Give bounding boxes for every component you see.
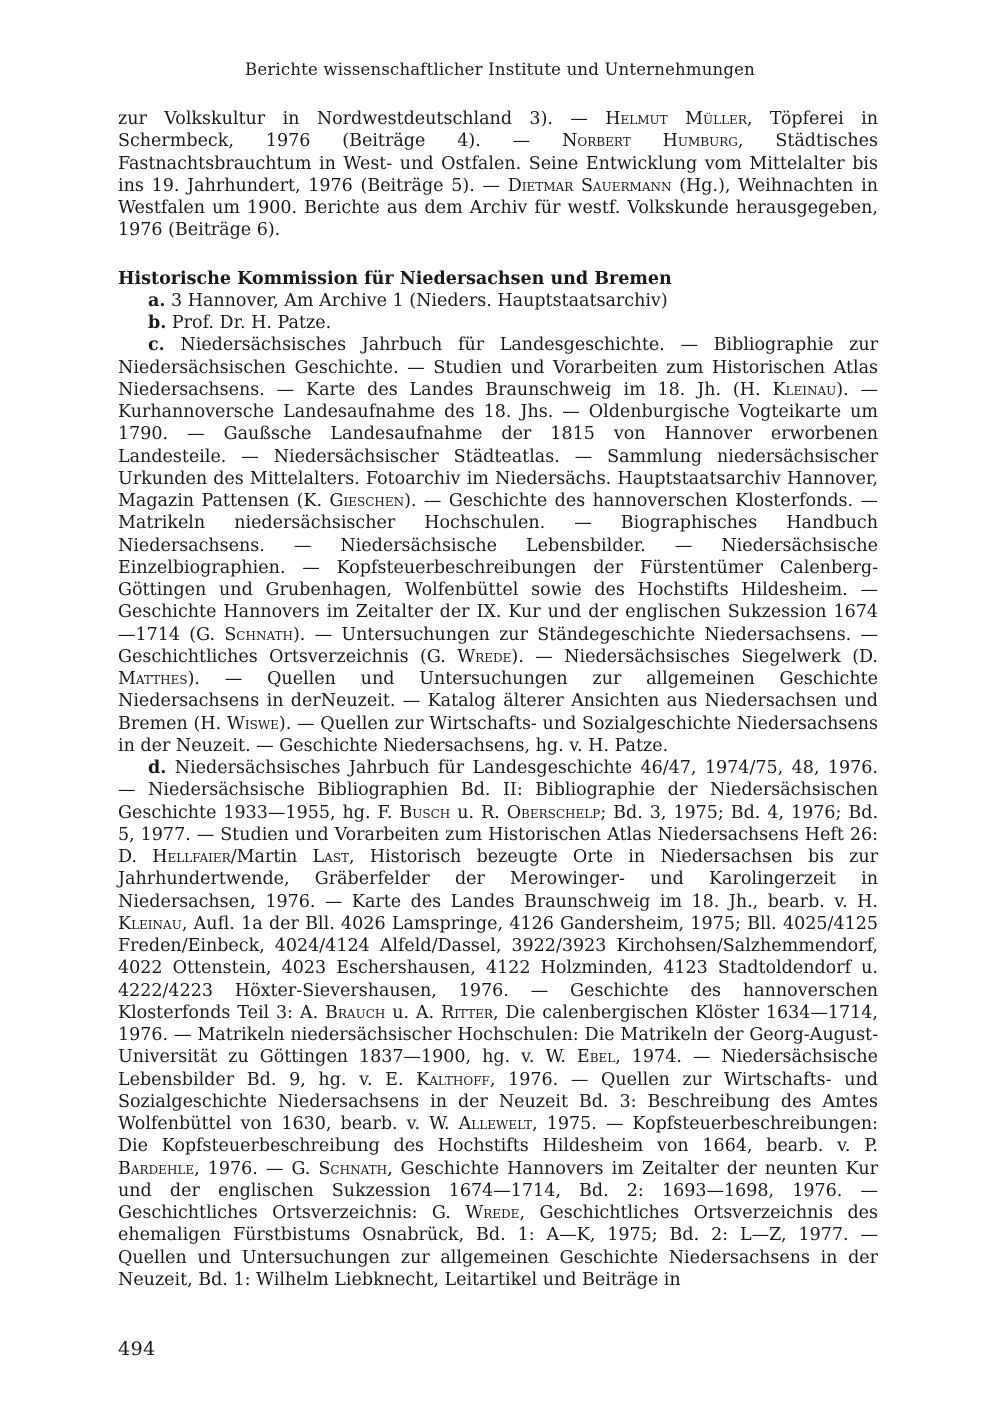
text-run: , Städtisches Fastnachtsbrauchtum in West- und Ostfalen. Seine Entwicklung vom Mittelalter bis ins 19. Jahrhundert, 1976 (Beiträge 5). —: [118, 131, 879, 196]
text-run: , 1975. — Kopfsteuerbeschreibungen: Die Kopfsteuerbeschreibung des Hochstifts Hildesheim von 1664, bearb. v. P.: [118, 1114, 879, 1157]
section-heading: Historische Kommission für Niedersachsen und Bremen: [118, 268, 672, 289]
text-run: zur Volkskultur in Nordwestdeutschland 3). —: [118, 109, 606, 129]
author-name: Wiswe: [226, 713, 279, 734]
author-name: Kleinau: [772, 379, 837, 400]
text-run: Prof. Dr. H. Patze.: [166, 313, 332, 333]
author-name: Dietmar Sauermann: [507, 175, 672, 196]
author-name: Wrede: [465, 1203, 520, 1223]
text-run: , Geschichte Hannovers im Zeitalter der neunten Kur und der englischen Sukzession 1674—1714, Bd. 2: 1693—1698, 1976. — Geschichtliches Ortsverzeichnis: G.: [118, 1158, 878, 1223]
text-run: ). — Quellen und Untersuchungen zur allgemeinen Geschichte Niedersachsens in derNeuzeit. — Katalog älterer Ansichten aus Niedersachsen und Bremen (H.: [118, 669, 878, 734]
text-run: , Töpferei in Schermbeck, 1976 (Beiträge 4). —: [118, 109, 878, 152]
author-name: Busch: [399, 802, 451, 823]
text-run: , Historisch bezeugte Orte in Niedersachsen bis zur Jahrhundertwende, Gräberfelder der Merowinger- und Karolingerzeit in Niedersachsen, 1976. — Karte des Landes Braunschweig im 18. Jh., bearb. v. H.: [118, 847, 878, 912]
text-run: , Aufl. 1a der Bll. 4026 Lamspringe, 4126 Gandersheim, 1975; Bll. 4025/4125 Freden/Einbeck, 4024/4124 Alfeld/Dassel, 3922/3923 Kirchohsen/Salzhemmendorf, 4022 Ottenstein, 4023 Eschershausen, 4122 Holzminden, 4123 Stadtoldendorf u. 4222/4223 Höxter-Sievershausen, 1976. — Geschichte des hannoverschen Klosterfonds Teil 3: A.: [118, 913, 878, 1023]
item-label: d.: [148, 758, 167, 778]
author-name: Schnath: [224, 624, 293, 645]
author-name: Allewelt: [458, 1114, 533, 1134]
author-name: Wrede: [457, 646, 512, 667]
text-run: ). — Untersuchungen zur Ständegeschichte Niedersachsens. — Geschichtliches Ortsverzeichnis (G.: [118, 624, 878, 667]
text-run: , Die calenbergischen Klöster 1634—1714, 1976. — Matrikeln niedersächsischer Hochschulen: Die Matrikeln der Georg-August-Universität zu Göttingen 1837—1900, hg. v. W.: [118, 1002, 878, 1068]
item-b-director: [118, 312, 878, 334]
text-run: ). — Kurhannoversche Landesaufnahme des 18. Jhs. — Oldenburgische Vogteikarte um 1790. — Gaußsche Landesaufnahme der 1815 von Hannover erworbenen Landesteile. — Niedersächsischer Städteatlas. — Sammlung niedersächsischer Urkunden des Mittelalters. Fotoarchiv im Niedersächs. Hauptstaatsarchiv Hannover, Magazin Pattensen (K.: [118, 379, 879, 511]
intro-paragraph: [118, 108, 878, 242]
text-run: 3 Hannover, Am Archive 1 (Nieders. Hauptstaatsarchiv): [165, 290, 668, 311]
author-name: Kleinau: [118, 913, 182, 934]
author-name: Norbert Humburg: [562, 131, 738, 152]
author-name: Hellfaier: [152, 847, 231, 867]
body-text: [118, 108, 878, 1291]
text-run: ). — Niedersächsisches Siegelwerk (D.: [511, 646, 878, 667]
item-label: b.: [148, 313, 167, 333]
author-name: Ebel: [576, 1047, 616, 1068]
author-name: Brauch: [325, 1002, 386, 1023]
text-run: , 1974. — Niedersächsische Lebensbilder Bd. 9, hg. v. E.: [118, 1047, 878, 1090]
page-number: 494: [118, 1338, 156, 1360]
text-run: (Hg.), Weihnachten in Westfalen um 1900. Berichte aus dem Archiv für westf. Volkskunde herausgegeben, 1976 (Beiträge 6).: [118, 175, 878, 241]
text-run: /Martin: [230, 847, 313, 867]
text-run: ; Bd. 3, 1975; Bd. 4, 1976; Bd. 5, 1977. — Studien und Vorarbeiten zum Historischen Atlas Niedersachsens Heft 26: D.: [118, 802, 879, 867]
text-run: , Geschichtliches Ortsverzeichnis des ehemaligen Fürstbistums Osnabrück, Bd. 1: A—K, 1975; Bd. 2: L—Z, 1977. — Quellen und Untersuchungen zur allgemeinen Geschichte Niedersachsens in der Neuzeit, Bd. 1: Wilhelm Liebknecht, Leitartikel und Beiträge in: [118, 1203, 878, 1290]
text-run: ). — Geschichte des hannoverschen Klosterfonds. — Matrikeln niedersächsischer Hochschulen. — Biographisches Handbuch Niedersachsens. — Niedersächsische Lebensbilder. — Niedersächsische Einzelbiographien. — Kopfsteuerbeschreibungen der Fürstentümer Calenberg-Göttingen und Grubenhagen, Wolfenbüttel sowie des Hochstifts Hildesheim. — Geschichte Hannovers im Zeitalter der IX. Kur und der englischen Sukzession 1674—1714 (G.: [118, 491, 878, 645]
text-run: u. R.: [450, 802, 507, 823]
author-name: Matthes: [118, 669, 188, 689]
author-name: Gieschen: [329, 491, 405, 511]
author-name: Schnath: [318, 1158, 388, 1179]
text-run: Niedersächsisches Jahrbuch für Landesgeschichte 46/47, 1974/75, 48, 1976. — Niedersächsische Bibliographien Bd. II: Bibliographie der Niedersächsischen Geschichte 1933—1955, hg. F.: [118, 758, 878, 823]
item-label: a.: [148, 290, 166, 311]
item-a-address: [118, 290, 878, 312]
author-name: Last: [312, 847, 350, 867]
item-c-projects: [118, 334, 878, 757]
author-name: Kalthoff: [416, 1069, 490, 1090]
text-run: Niedersächsisches Jahrbuch für Landesgeschichte. — Bibliographie zur Niedersächsischen Geschichte. — Studien und Vorarbeiten zum Historischen Atlas Niedersachsens. — Karte des Landes Braunschweig im 18. Jh. (H.: [118, 335, 878, 400]
author-name: Oberschelp: [506, 802, 601, 823]
item-label: c.: [148, 335, 165, 356]
author-name: Ritter: [441, 1002, 493, 1023]
text-run: , 1976. — Quellen zur Wirtschafts- und Sozialgeschichte Niedersachsens in der Neuzeit Bd. 3: Beschreibung des Amtes Wolfenbüttel von 1630, bearb. v. W.: [118, 1069, 878, 1134]
item-d-publications: [118, 757, 878, 1291]
running-header: Berichte wissenschaftlicher Institute und Unternehmungen: [245, 60, 755, 79]
text-run: ). — Quellen zur Wirtschafts- und Sozialgeschichte Niedersachsens in der Neuzeit. — Geschichte Niedersachsens, hg. v. H. Patze.: [118, 713, 878, 756]
author-name: Helmut Müller: [605, 109, 747, 129]
author-name: Bardehle: [118, 1158, 195, 1179]
text-run: , 1976. — G.: [194, 1158, 319, 1179]
text-run: u. A.: [385, 1002, 442, 1023]
